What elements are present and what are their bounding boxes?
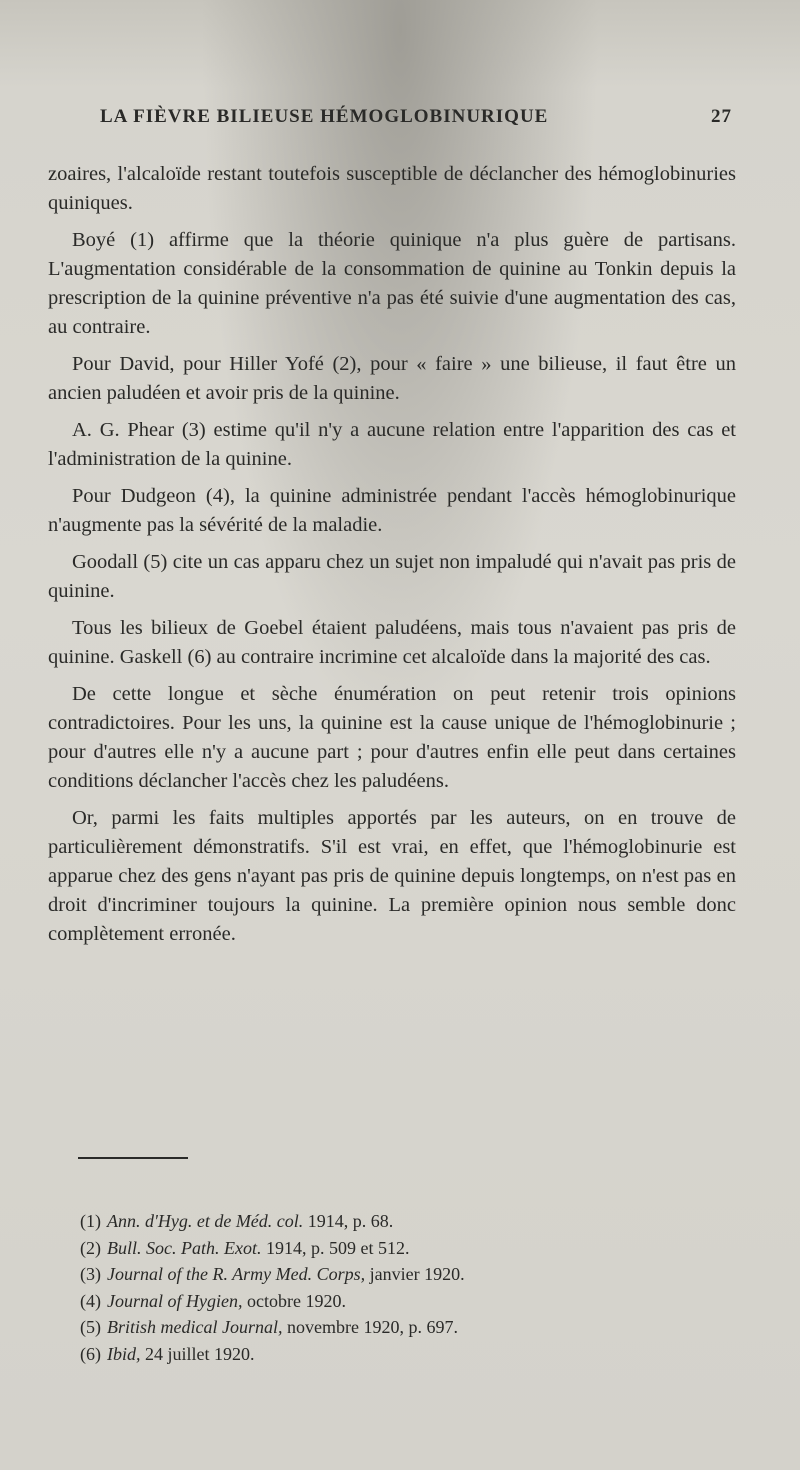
footnote-detail: octobre 1920. (246, 1290, 346, 1311)
paragraph-1: zoaires, l'alcaloïde restant toutefois susceptible de déclancher des hémoglobinuries quiniques. (48, 163, 736, 214)
footnote-ref: (1) (80, 1211, 101, 1231)
paragraph-4: A. G. Phear (3) estime qu'il n'y a aucune relation entre l'apparition des cas et l'administration de la quinine. (48, 419, 736, 470)
footnote-source: Bull. Soc. Path. Exot. (107, 1237, 262, 1258)
page-number: 27 (711, 106, 732, 127)
footnotes (80, 1208, 700, 1367)
footnote-1 (80, 1208, 700, 1235)
footnote-source: Ann. d'Hyg. et de Méd. col. (107, 1211, 304, 1231)
footnote-ref: (3) (80, 1264, 101, 1284)
paragraph-5: Pour Dudgeon (4), la quinine administrée pendant l'accès hémoglobinurique n'augmente pas la sévérité de la maladie. (48, 485, 736, 536)
footnote-source: British medical Journal, (107, 1317, 283, 1337)
footnote-detail: janvier 1920. (369, 1264, 465, 1284)
footnote-detail: 1914, p. 509 et 512. (265, 1237, 410, 1258)
footnote-4 (80, 1288, 700, 1315)
paragraph-2: Boyé (1) affirme que la théorie quinique n'a plus guère de partisans. L'augmentation considérable de la consommation de quinine au Tonkin depuis la prescription de la quinine préventive n'a pas été suivie d'une augmentation des cas, au contraire. (48, 229, 736, 338)
footnote-detail: 24 juillet 1920. (145, 1343, 255, 1364)
paragraph-8: De cette longue et sèche énumération on peut retenir trois opinions contradictoires. Pour les uns, la quinine est la cause unique de l'hémoglobinurie ; pour d'autres elle n'y a aucune part ; pour d'autres enfin elle peut dans certaines conditions déclancher l'accès chez les paludéens. (48, 683, 736, 792)
footnote-source: Journal of the R. Army Med. Corps, (107, 1264, 366, 1284)
footnote-ref: (6) (80, 1343, 101, 1364)
footnote-3 (80, 1261, 700, 1288)
footnote-2 (80, 1235, 700, 1262)
paragraph-9: Or, parmi les faits multiples apportés par les auteurs, on en trouve de particulièrement démonstratifs. S'il est vrai, en effet, que l'hémoglobinurie est apparue chez des gens n'ayant pas pris de quinine depuis longtemps, on n'est pas en droit d'incriminer toujours la quinine. La première opinion nous semble donc complètement erronée. (48, 807, 736, 945)
footnote-detail: novembre 1920, p. 697. (286, 1317, 458, 1337)
running-title: LA FIÈVRE BILIEUSE HÉMOGLOBINURIQUE (100, 106, 549, 127)
footnote-6 (80, 1341, 700, 1368)
footnote-5 (80, 1314, 700, 1341)
footnote-ref: (2) (80, 1237, 101, 1258)
paragraph-3: Pour David, pour Hiller Yofé (2), pour « faire » une bilieuse, il faut être un ancien paludéen et avoir pris de la quinine. (48, 353, 736, 404)
footnote-source: Ibid, (107, 1343, 141, 1364)
paragraph-6: Goodall (5) cite un cas apparu chez un sujet non impaludé qui n'avait pas pris de quinine. (48, 551, 736, 602)
footnote-ref: (5) (80, 1317, 101, 1337)
footnote-divider (78, 1157, 188, 1159)
paragraph-7: Tous les bilieux de Goebel étaient paludéens, mais tous n'avaient pas pris de quinine. Gaskell (6) au contraire incrimine cet alcaloïde dans la majorité des cas. (48, 617, 736, 668)
footnote-ref: (4) (80, 1290, 101, 1311)
footnote-detail: 1914, p. 68. (307, 1211, 394, 1231)
footnote-source: Journal of Hygien, (107, 1290, 243, 1311)
body-text (48, 160, 736, 957)
